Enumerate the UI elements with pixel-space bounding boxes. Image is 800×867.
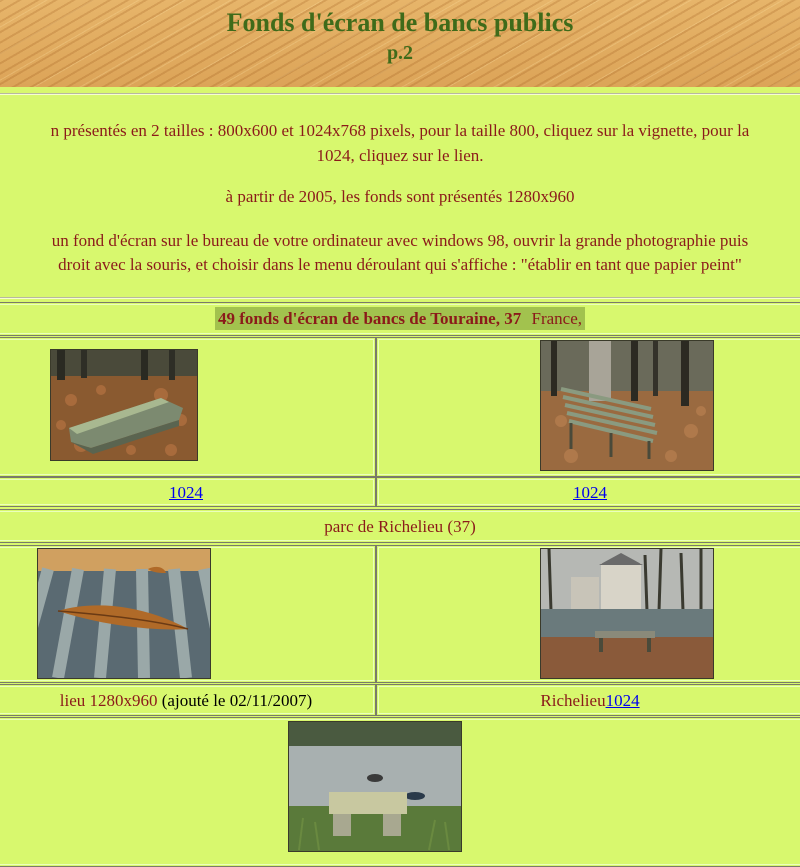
link-1024-mossy-bench[interactable]: 1024: [169, 483, 203, 502]
caption-cell-3: [0, 684, 376, 716]
section-cell: [0, 509, 800, 543]
count-cell: [0, 302, 800, 336]
thumbnail-stone-bench-lake[interactable]: [289, 722, 461, 851]
thumbnail-wooden-slat-bench-park[interactable]: [541, 341, 713, 470]
intro-line-3: à partir de 2005, les fonds sont présentés 1280x960: [225, 187, 575, 206]
link-cell-2: [376, 477, 800, 507]
link-1024-chateau-bench[interactable]: 1024: [605, 691, 640, 710]
caption-leaf-bench: lieu 1280x960: [59, 691, 158, 710]
divider: [0, 93, 800, 95]
intro-line-2: 1024, cliquez sur le lien.: [316, 146, 484, 165]
divider: [0, 297, 800, 299]
thumbnail-chateau-pond-bench[interactable]: [541, 549, 713, 678]
section-label: parc de Richelieu (37): [324, 517, 476, 536]
link-1024-slat-bench[interactable]: 1024: [573, 483, 607, 502]
bench-count: 49 fonds d'écran de bancs de Touraine, 37: [215, 307, 524, 330]
page-number: p.2: [386, 42, 414, 64]
added-date: (ajouté le 02/11/2007): [157, 691, 313, 710]
thumbnail-mossy-stone-bench[interactable]: [51, 350, 197, 460]
intro-line-4: un fond d'écran sur le bureau de votre ordinateur avec windows 98, ouvrir la grande photographie puis: [51, 231, 749, 250]
intro-line-1: n présentés en 2 tailles : 800x600 et 1024x768 pixels, pour la taille 800, cliquez sur la vignette, pour la: [50, 121, 750, 140]
caption-cell-4: [376, 684, 800, 716]
link-cell-1: [0, 477, 376, 507]
count-country: France,: [524, 307, 585, 330]
caption-richelieu: Richelieu: [540, 691, 606, 710]
wood-header-banner: [0, 0, 800, 87]
intro-line-5: droit avec la souris, et choisir dans le menu déroulant qui s'affiche : "établir en tant que papier peint": [58, 255, 742, 274]
page-title: Fonds d'écran de bancs publics: [226, 8, 574, 37]
thumbnail-leaf-on-bench[interactable]: [38, 549, 210, 678]
